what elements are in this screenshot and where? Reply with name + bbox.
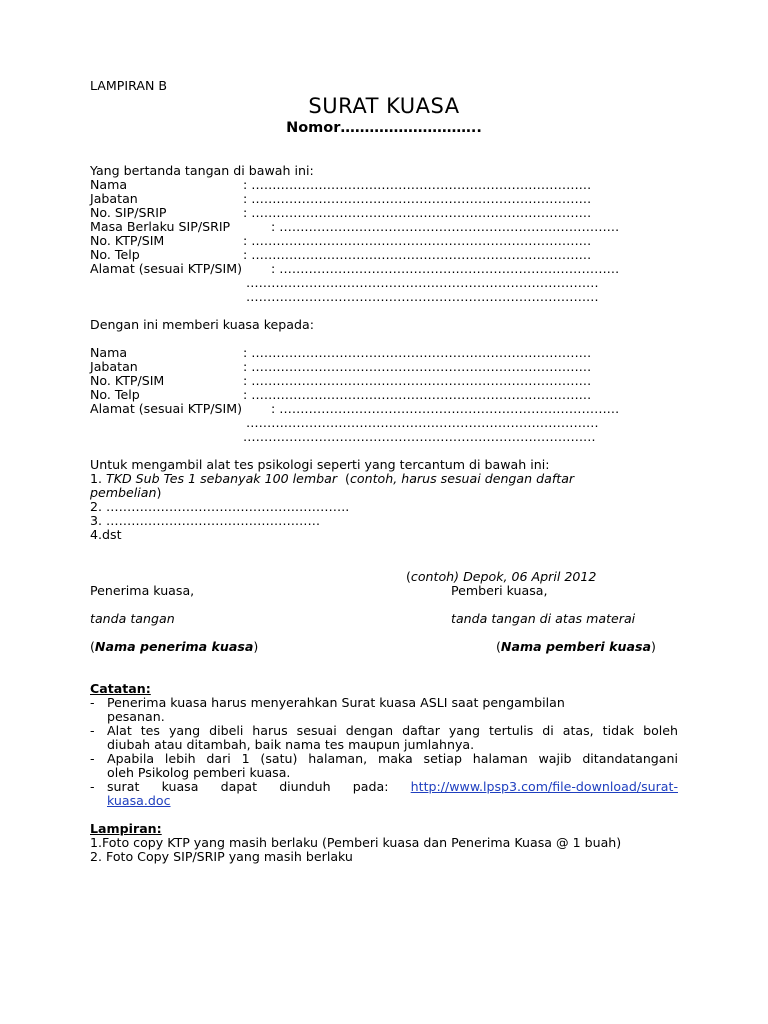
lampiran-label: LAMPIRAN B [90, 78, 168, 93]
nama-penerima: Nama penerima kuasa [94, 639, 254, 654]
tes-item-1-num: 1. [90, 471, 107, 486]
page-title: SURAT KUASA [308, 94, 460, 118]
pemberi-masa-label: Masa Berlaku SIP/SRIP [90, 219, 231, 234]
pemberi-nama-label: Nama [90, 177, 128, 192]
pemberi-ktp-value: : ……………………………………………………………………… [243, 233, 592, 248]
catatan-note-2: Alat tes yang dibeli harus sesuai dengan daftar yang tertulis di atas, tidak boleh [107, 723, 678, 738]
pemberi-masa-value: : ……………………………………………………………………… [271, 219, 620, 234]
lampiran-item-2: 2. Foto Copy SIP/SRIP yang masih berlaku [90, 849, 353, 864]
catatan-note-1-cont: pesanan. [107, 709, 165, 724]
penerima-jabatan-value: : ……………………………………………………………………… [243, 359, 592, 374]
bullet-dash: - [90, 751, 95, 766]
penerima-jabatan-label: Jabatan [90, 359, 138, 374]
penerima-nama-label: Nama [90, 345, 128, 360]
tes-item-1-cont [90, 486, 161, 500]
paren-open: ( [496, 639, 501, 654]
tes-item-3: 3. …………………………………………… [90, 513, 321, 528]
catatan-note-2-cont: diubah atau ditambah, baik nama tes maupun jumlahnya. [107, 737, 475, 752]
paren-close: ) [253, 639, 259, 654]
bullet-dash: - [90, 779, 95, 794]
date-text: ) Depok, 06 April 2012 [454, 569, 597, 584]
download-link-cont[interactable]: kuasa.doc [107, 793, 171, 808]
paren-close: ) [650, 639, 656, 654]
ttd-pemberi: tanda tangan di atas materai [451, 611, 636, 626]
tes-item-4: 4.dst [90, 527, 122, 542]
pemberi-kuasa-label: Pemberi kuasa, [451, 583, 548, 598]
penerima-telp-value: : ……………………………………………………………………… [243, 387, 592, 402]
bullet-dash: - [90, 723, 95, 738]
penerima-ktp-label: No. KTP/SIM [90, 373, 165, 388]
penerima-ktp-value: : ……………………………………………………………………… [243, 373, 592, 388]
pemberi-alamat-label: Alamat (sesuai KTP/SIM) [90, 261, 243, 276]
penerima-intro: Dengan ini memberi kuasa kepada: [90, 317, 314, 332]
pemberi-alamat-cont-1: ………………………………………………………………………… [246, 275, 599, 290]
ttd-penerima: tanda tangan [90, 611, 175, 626]
catatan-note-4 [107, 780, 678, 794]
catatan-note-3: Apabila lebih dari 1 (satu) halaman, maka setiap halaman wajib ditandatangani [107, 751, 678, 766]
date-paren-open: ( [406, 569, 411, 584]
tes-item-1-pembelian: pembelian [90, 485, 157, 500]
bullet-dash: - [90, 695, 95, 710]
penerima-alamat-label: Alamat (sesuai KTP/SIM) [90, 401, 243, 416]
lampiran-title: Lampiran: [90, 821, 162, 836]
tes-item-1-contoh: contoh, harus sesuai dengan daftar [349, 471, 575, 486]
pemberi-intro: Yang bertanda tangan di bawah ini: [90, 163, 314, 178]
penerima-nama-value: : ……………………………………………………………………… [243, 345, 592, 360]
penerima-kuasa-label: Penerima kuasa, [90, 583, 195, 598]
tes-item-2: 2. …………………………………………………. [90, 499, 350, 514]
pemberi-sip-value: : ……………………………………………………………………… [243, 205, 592, 220]
signature-date [406, 570, 596, 584]
pemberi-jabatan-value: : ……………………………………………………………………… [243, 191, 592, 206]
nama-pemberi-line [496, 640, 656, 654]
catatan-title: Catatan: [90, 681, 151, 696]
catatan-note-1: Penerima kuasa harus menyerahkan Surat kuasa ASLI saat pengambilan [107, 695, 565, 710]
pemberi-nama-value: : ……………………………………………………………………… [243, 177, 592, 192]
lampiran-item-1: 1.Foto copy KTP yang masih berlaku (Pemberi kuasa dan Penerima Kuasa @ 1 buah) [90, 835, 622, 850]
nama-pemberi: Nama pemberi kuasa [500, 639, 651, 654]
download-link[interactable]: http://www.lpsp3.com/file-download/surat- [410, 779, 678, 794]
tes-intro: Untuk mengambil alat tes psikologi seperti yang tercantum di bawah ini: [90, 457, 550, 472]
pemberi-ktp-label: No. KTP/SIM [90, 233, 165, 248]
tes-item-1-name: TKD Sub Tes 1 sebanyak 100 lembar [106, 471, 338, 486]
penerima-telp-label: No. Telp [90, 387, 140, 402]
pemberi-jabatan-label: Jabatan [90, 191, 138, 206]
nama-penerima-line [90, 640, 258, 654]
date-contoh: contoh [410, 569, 455, 584]
tes-item-1-paren: ( [337, 471, 350, 486]
nomor-line: Nomor……………………….. [286, 120, 482, 136]
tes-item-1 [90, 472, 574, 486]
pemberi-alamat-cont-2: ………………………………………………………………………… [246, 289, 599, 304]
catatan-note-3-cont: oleh Psikolog pemberi kuasa. [107, 765, 291, 780]
pemberi-alamat-value: : ……………………………………………………………………… [271, 261, 620, 276]
penerima-alamat-cont-2: ………………………………………………………………………… [243, 429, 596, 444]
penerima-alamat-value: : ……………………………………………………………………… [271, 401, 620, 416]
penerima-alamat-cont-1: ………………………………………………………………………… [246, 415, 599, 430]
tes-item-1-close: ) [156, 485, 162, 500]
pemberi-sip-label: No. SIP/SRIP [90, 205, 167, 220]
paren-open: ( [90, 639, 95, 654]
pemberi-telp-value: : ……………………………………………………………………… [243, 247, 592, 262]
pemberi-telp-label: No. Telp [90, 247, 140, 262]
download-text: surat kuasa dapat diunduh pada: [107, 779, 389, 794]
